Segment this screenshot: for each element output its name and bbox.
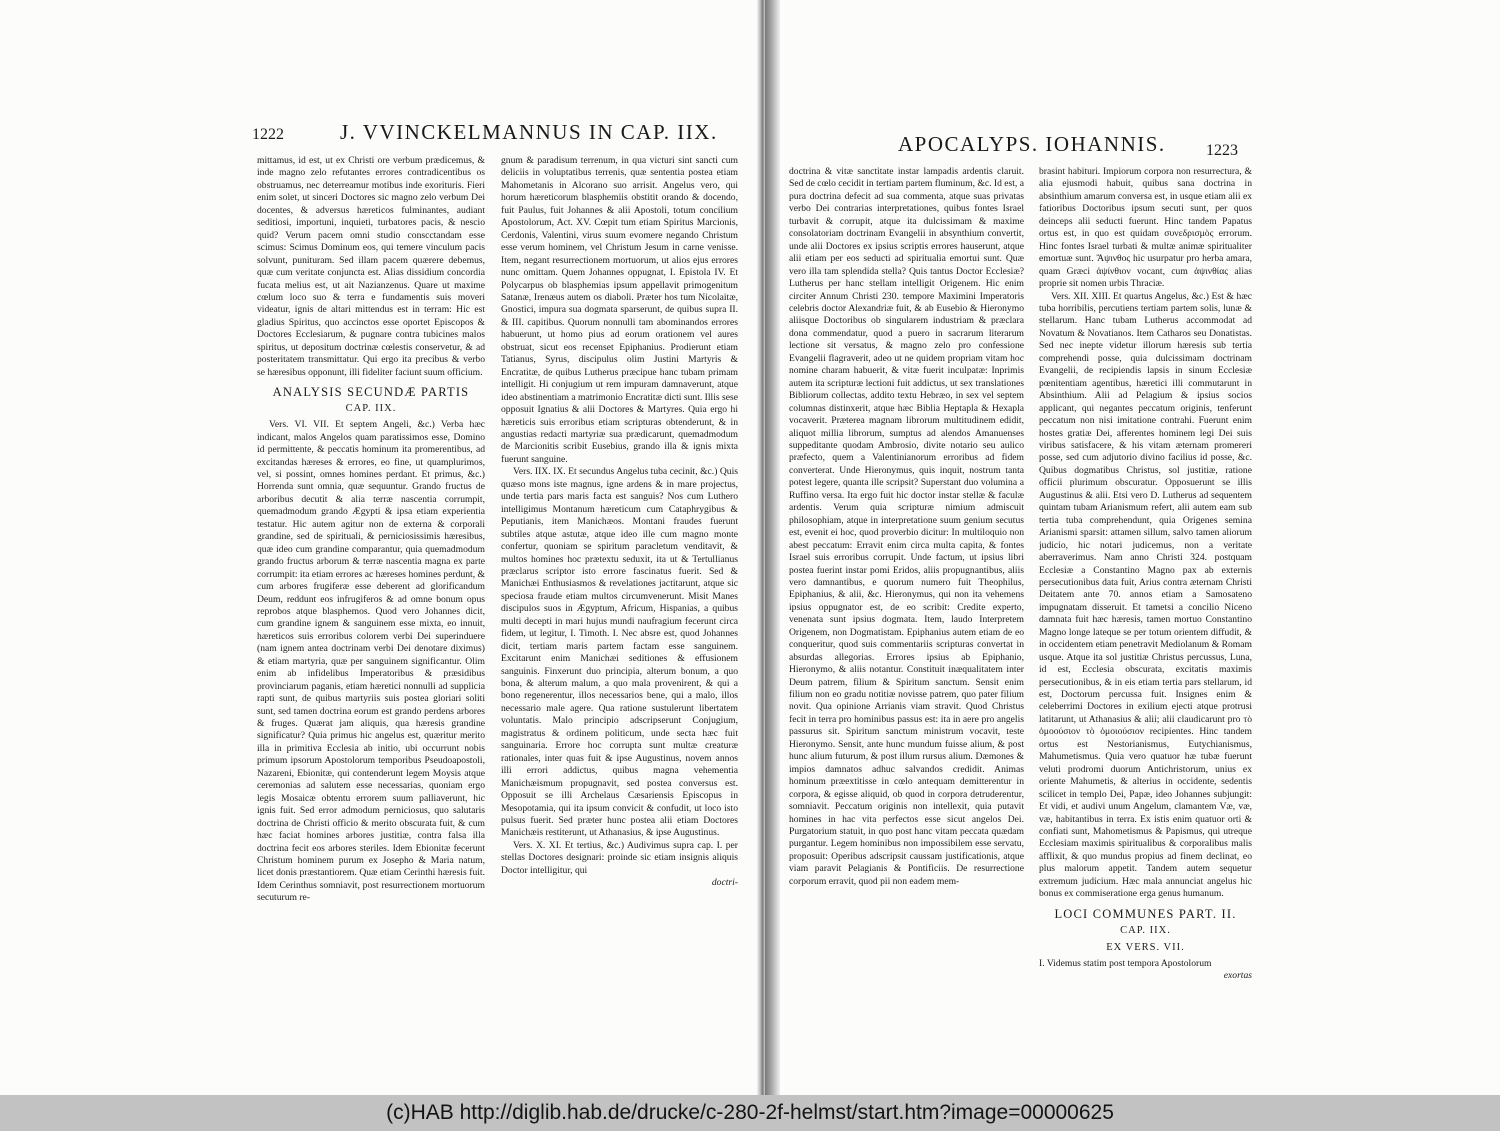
left-column-1: [257, 155, 485, 1055]
book-gutter-shadow: [757, 0, 765, 1095]
section-heading: ANALYSIS SECUNDÆ PARTIS: [272, 385, 470, 400]
paragraph: Vers. VI. VII. Et septem Angeli, &c.) Verba hæc indicant, malos Angelos quam paratissimos esse, Domino id permittente, & peccatis hominum ita promerentibus, ad excitandas hæreses & errores, eo fine, ut quamplurimos, vel, si possint, omnes homines perdant. Et primus, &c.) Horrenda sunt omnia, quæ sequuntur. Grando fructus de arboribus decutit & alia terræ nascentia corrumpit, quemadmodum grando Ægypti & ipsa etiam experientia testatur. Hic autem agitur non de externa & corporali grandine, sed de spirituali, & perniciosissimis hæresibus, quæ ideo cum grandine comparantur, quia quemadmodum grando fructus arborum & terræ nascentia magna ex parte corrumpit: ita etiam errores ac hæreses homines perdunt, & cum arbores frugiferæ esse deberent ad glorificandum Deum, reddunt eos infrugiferos & ad omne bonum opus reprobos atque blasphemos. Quod vero Johannes dicit, cum grandine ignem & sanguinem esse mixta, eo innuit, hæreticos suis erroribus colorem verbi Dei superinduere (nam ignem antea doctrinam verbi Dei denotare diximus) & etiam martyria, quæ per sanguinem significantur. Olim enim ab infidelibus Imperatoribus & præsidibus provinciarum paganis, etiam hæretici nonnulli ad supplicia rapti sunt, de quibus martyriis suis postea gloriari soliti sunt, sed tamen doctrina eorum est grando perdens arbores & fruges. Quærat jam aliquis, qua hæresis grandine significatur? Quia primus hic angelus est, quæritur merito illa in primitiva Ecclesia ab initio, ubi occurrunt nobis primum ipsorum Apostolorum temporibus Pseudoapostoli, Nazareni, Ebionitæ, qui contenderunt legem Moysis atque ceremonias ad salutem esse necessarias, quoniam ergo legis Mosaicæ obtentu errorem suum palliaverunt, hic ignis fuit. Sed error admodum perniciosus, quo salutaris doctrina de Christi officio & merito obscurata fuit, & cum hæc faciat homines arbores justitiæ, contra falsa illa doctrina fecit eos arbores steriles. Idem Ebionitæ fecerunt Christum hominem purum ex Josepho & Maria natum, licet donis præstantiorem. Quæ etiam Cerinthi hæresis fuit. Idem Cerinthus somniavit, post resurrectionem mortuorum secuturum re-: [257, 419, 485, 904]
paragraph: Vers. IIX. IX. Et secundus Angelus tuba cecinit, &c.) Quis quæso mons iste magnus, igne ardens & in mare projectus, unde tertia pars maris facta est sanguis? Nos cum Luthero intelligimus Montanum hæreticum cum Cataphrygibus & Peputianis, item Manichæos. Montani fraudes fuerunt subtiles atque astutæ, atque ideo ille cum magno monte confertur, quoniam se spiritum paracletum venditavit, & multos homines hoc prætextu seduxit, ita ut & Tertullianus præclarus scriptor isto errore fascinatus fuerit. Sed & Manichæi Enthusiasmos & revelationes jactitarunt, atque sic speciosa fraude etiam multos circumvenerunt. Misit Manes discipulos suos in Ægyptum, Africum, Hispanias, a quibus multi decepti in mari hujus mundi naufragium fecerunt circa fidem, ut legitur, I. Timoth. I. Nec absre est, quod Johannes dicit, tertiam maris partem factam esse sanguinem. Excitarunt enim Manichæi seditiones & effusionem sanguinis. Finxerunt duo principia, alterum bonum, a quo bona, & alterum malum, a quo mala provenirent, & qui a bono regenerentur, illos necessarios bene, qui a malo, illos necessario male agere. Qua ratione sustulerunt libertatem voluntatis. Malo principio adscripserunt Conjugium, magistratus & ordinem politicum, unde secta hæc fuit sanguinaria. Errore hoc corrupta sunt multæ creaturæ rationales, inter quas fuit & ipse Augustinus, novem annos illi errori addictus, quibus magna vehementia Manichæismum propugnavit, sed postea conversus est. Opposuit se illi Archelaus Cæsariensis Episcopus in Mesopotamia, qui ita ipsum convicit & confudit, ut loco isto pulsus fuerit. Sed præter hunc postea alii etiam Doctores Manichæis restiterunt, ut Athanasius, & ipse Augustinus.: [501, 466, 738, 839]
left-column-2: [501, 155, 738, 1055]
paragraph: brasint habituri. Impiorum corpora non resurrectura, & alia ejusmodi habuit, quibus sana doctrina in absinthium amarum conversa est, in usque etiam alii ex fatioribus Doctoribus ipsum secuti sunt, per quos deinceps alii seducti fuerunt. Hinc tandem Papatus ortus est, in quo est quidam συνεδρισμὸς errorum. Hinc fontes Israel turbati & multæ animæ spiritualiter emortuæ sunt. Ἄψινθος hic usurpatur pro herba amara, quam Græci ἀψίνθιον vocant, cum ἀψινθίας alias proprie sit nomen urbis Thraciæ.: [1039, 166, 1252, 290]
paragraph: doctrina & vitæ sanctitate instar lampadis ardentis claruit. Sed de cœlo cecidit in tertiam partem fluminum, &c. Id est, a pura doctrina defecit ad sua commenta, atque suas privatas verbo Dei contrarias interpretationes, quibus fontes Israel turbavit & corrupit, atque ita dulcissimam & maxime consolatoriam doctrinam Evangelii in absynthium convertit, unde alii Doctores ex ipsius scriptis errores hauserunt, atque alii etiam per eos seducti ad spiritualia emortui sunt. Quæ vero illa tam splendida stella? Quis tantus Doctor Ecclesiæ? Lutherus per hanc stellam intelligit Origenem. Hic enim circiter Annum Christi 230. tempore Maximini Imperatoris celebris doctor Alexandriæ fuit, & ab Eusebio & Hieronymo aliisque Doctoribus ob singularem industriam & præclara dona commendatur, quod a puero in sacrarum literarum lectione sit versatus, & magno zelo pro confessione Evangelii flagraverit, adeo ut ne quidem propriam vitam hoc nomine charam habuerit, & vitæ fuerit inculpatæ: Inprimis autem ita scripturæ lectioni fuit addictus, ut sex translationes Bibliorum collectas, addito textu Hebræo, in sex vel septem columnas distinxerit, atque hæc Biblia Heptapla & Hexapla vocaverit. Præterea magnam librorum multitudinem edidit, aliquot millia librorum, sumptus ad alendos Amanuenses suppeditante quodam Ambrosio, divite notario seu aulico præfecto, quem a Valentinianorum erroribus ad fidem converterat. Unde Hieronymus, quis inquit, nostrum tanta potest legere, quanta ille scripsit? Superstant duo volumina a Ruffino versa. Ita ergo fuit hic doctor instar stellæ & faculæ ardentis. Verum quia scripturæ nimium admiscuit philosophiam, atque in interpretatione suum genium secutus est, evenit ei hoc, quod proverbio dicitur: In multiloquio non abest peccatum: Erravit enim circa multa capita, & fontes Israel suis erroribus corrupit. Unde factum, ut ipsius libri postea fuerint instar pomi Eridos, aliis propugnantibus, aliis vero damnantibus, e quorum numero fuit Theophilus, Epiphanius, & alii, &c. Hieronymus, qui non ita vehemens ipsius oppugnator est, de eo scribit: Credite experto, venenata sunt ipsius dogmata. Item, laudo Interpretem Origenem, non Dogmatistam. Epiphanius autem etiam de eo conqueritur, quod suis commentariis scripturas convertat in absurdas allegorias. Errores ipsius ab Epiphanio, Hieronymo, & aliis notantur. Constituit inæqualitatem inter Deum patrem, filium & Spiritum sanctum. Sensit enim filium non eo gradu notitiæ novisse patrem, quo pater filium novit. Qua opinione Arrianis viam stravit. Quod Christus fecit in terra pro hominibus passus est: ita in aere pro angelis passurus sit. Spiritum sanctum ministrum vocavit, teste Hieronymo. Sensit, ante hunc mundum fuisse alium, & post hunc alium futurum, & post illum rursus alium. Dæmones & impios damnatos adhuc salvandos credidit. Animas hominum præextitisse in cœlo antequam demitterentur in corpora, & egisse aliquid, ob quod in corpora detruderentur, somniavit. Peccatum originis non intellexit, quia putavit homines in hac vita perfectos esse sicut angelos Dei. Purgatorium statuit, in quo post hanc vitam peccata quædam purgantur. Legem hominibus non impossibilem esse servatu, proposuit: Operibus adscripsit caussam justificationis, atque viam paravit Pelagianis & Pontificiis. De resurrectione corporum erravit, quod pii non eadem mem-: [789, 166, 1024, 887]
right-page-number: 1223: [1206, 142, 1238, 159]
section-subheading: EX VERS. VII.: [1106, 941, 1185, 953]
left-page-number: 1222: [252, 126, 284, 143]
paragraph: Vers. XII. XIII. Et quartus Angelus, &c.) Est & hæc tuba horribilis, percutiens tertiam partem solis, lunæ & stellarum. Hanc tubam Lutherus accommodat ad Novatum & Novatianos. Item Catharos seu Donatistas. Sed nec inepte videtur illorum hæresis sub tertia comprehendi posse, quia dulcissimam doctrinam Evangelii, de recipiendis lapsis in sinum Ecclesiæ pœnitentiam agentibus, hæretici illi commutarunt in Absinthium. Alii ad Pelagium & ipsius socios applicant, qui negantes peccatum originis, tenferunt peccatum non nisi imitatione contrahi. Fuerunt enim hostes gratiæ Dei, afferentes hominem legi Dei suis viribus satisfacere, & his vitam æternam promereri posse, sed cum adjutorio divino facilius id posse, &c. Quibus dogmatibus Christus, sol justitiæ, ratione officii plurimum obscuratur. Opposuerunt se illis Augustinus & alii. Etsi vero D. Lutherus ad sequentem quintam tubam Arianismum refert, alii autem eam sub tertia tuba comprehendunt, quia Origenes semina Arianismi sparsit: attamen sillum, salvo tamen aliorum judicio, hic notari judicemus, non a veritate aberraverimus. Nam anno Christi 324. postquam Ecclesiæ a Constantino Magno pax ab externis persecutionibus data fuit, Arius contra æternam Christi Deitatem ante 70. annos etiam a Samosateno impugnatam disseruit. Et tametsi a concilio Niceno damnata fuit hæc hæresis, tamen mortuo Constantino Magno longe lateque se per totum orientem diffudit, & in occidentem etiam penetravit Mediolanum & Romam usque. Atque ita sol justitiæ Christus percussus, Luna, id est, Ecclesia obscurata, excitatis maximis persecutionibus, & in eis etiam tertia pars stellarum, id est, Doctorum percussa fuit. Insignes enim & celeberrimi Doctores in exilium ejecti atque protrusi latitarunt, ut Athanasius & alii; alii claudicarunt pro τὸ ὁμοούσιον τὸ ὁμοιούσιον recipientes. Hinc tandem ortus est Nestorianismus, Eutychianismus, Mahumetismus. Quia vero quatuor hæ tubæ fuerunt veluti prodromi duorum Antichristorum, unius ex oriente Mahumetis, & alterius in occidente, sedentis scilicet in templo Dei, Papæ, ideo Johannes subjungit: Et vidi, et audivi unum Angelum, clamantem Væ, væ, væ, habitantibus in terra. Ex istis enim quatuor orti & confiati sunt, Mahometismus & Papismus, qui utreque Ecclesiam maximis spiritualibus & corporalibus malis afflixit, & quo mundus propius ad finem declinat, eo plus malorum appetit. Tandem autem sequetur extremum judicium. Hæc mala annunciat angelus hic bonus ex commiseratione erga genus humanum.: [1039, 290, 1252, 900]
right-page: [780, 0, 1500, 1095]
right-column-1: [789, 166, 1024, 986]
right-column-2: [1039, 166, 1252, 998]
section-subheading: CAP. IIX.: [1120, 924, 1171, 936]
copyright-footer-text: (c)HAB http://diglib.hab.de/drucke/c-280-2f-helmst/start.htm?image=00000625: [386, 1101, 1114, 1124]
paragraph: Vers. X. XI. Et tertius, &c.) Audivimus supra cap. I. per stellas Doctores designari: proinde sic etiam insignis aliquis Doctor intelligitur, qui: [501, 839, 738, 876]
left-page: [0, 0, 757, 1095]
catchword: doctri-: [711, 877, 738, 889]
section-heading: LOCI COMMUNES PART. II.: [1054, 906, 1237, 921]
left-running-head: J. VVINCKELMANNUS IN CAP. IIX.: [340, 120, 718, 144]
paragraph: gnum & paradisum terrenum, in qua victuri sint sancti cum deliciis in voluptatibus terrenis, quæ sententia postea etiam Mahometanis in Alcorano suo arrisit. Angelus vero, qui horum hæreticorum blasphemiis obstitit orando & docendo, fuit Paulus, fuit Johannes & alii Apostoli, totum concilium Apostolorum, Act. XV. Cœpit tum etiam Spiritus Marcionis, Cerdonis, Valentini, virus suum evomere negando Christum esse verum hominem, vel Christum Jesum in carne venisse. Item, negant resurrectionem mortuorum, ut alios ejus errores nunc omittam. Quem Johannes oppugnat, I. Epistola IV. Et Polycarpus ob blasphemias ipsum appellavit primogenitum Satanæ, Irenæus autem os diaboli. Præter hos tum Nicolaitæ, Gnostici, impura sua dogmata sparserunt, de quibus supra II. & III. capitibus. Quorum nonnulli tam abominandos errores habuerunt, ut homo pius ad eorum orationem vel aures obstruat, sicut eos recenset Epiphanius. Prodierunt etiam Tatianus, Syrus, discipulus olim Justini Martyris & Encratitæ, de quibus Lutherus præcipue hanc tubam primam intelligit. Hi conjugium ut rem impuram damnaverunt, atque ideo abstinentiam a matrimonio Encratitæ dicti sunt. Illis sese opposuit Ignatius & alii Doctores & Martyres. Quia ergo hi hæreticis suis erroribus etiam scripturas obtenderunt, & in angustias redacti martyriæ sua prædicarunt, quemadmodum de Marcionitis scribit Eusebius, grando illa & ignis mixta fuerunt sanguine.: [501, 155, 738, 465]
catchword: exortas: [1223, 970, 1252, 982]
copyright-footer-bar: [0, 1095, 1500, 1131]
right-running-head: APOCALYPS. IOHANNIS.: [898, 132, 1166, 156]
paragraph: I. Videmus statim post tempora Apostolorum: [1039, 957, 1212, 969]
section-subheading: CAP. IIX.: [345, 403, 397, 415]
book-gutter-fold: [765, 0, 780, 1095]
paragraph: mittamus, id est, ut ex Christi ore verbum prædicemus, & inde magno zelo refutantes errores contradicentibus os obstruamus, nec deterreamur motibus inde exorituris. Fieri enim solet, ut sinceri Doctores sic magno zelo verbum Dei docentes, & adversus hæreticos fulminantes, audiant seditiosi, importuni, inquieti, turbatores pacis, & nescio quid? Verum pacem omni studio conscctandam esse scimus: Scimus Dominum eos, qui temere vinculum pacis solvunt, punituram. Sed illam pacem quærere debemus, quæ cum veritate conjuncta est. Alias dissidium concordia fucata melius est, ut ait Nazianzenus. Quare ut maxime cœlum loco suo & terra e fundamentis suis moveri videatur, ignis de altari mittendus est in terram: Hic est gladius Spiritus, quo accinctos esse oportet Episcopos & Doctores Ecclesiarum, & pugnare contra tubicines malos spiritus, ut depositum doctrinæ cœlestis conservetur, & ad posteritatem transmittatur. Qui ergo ita precibus & verbo se hæresibus opponunt, illi fideliter faciunt suum officium.: [257, 155, 485, 378]
